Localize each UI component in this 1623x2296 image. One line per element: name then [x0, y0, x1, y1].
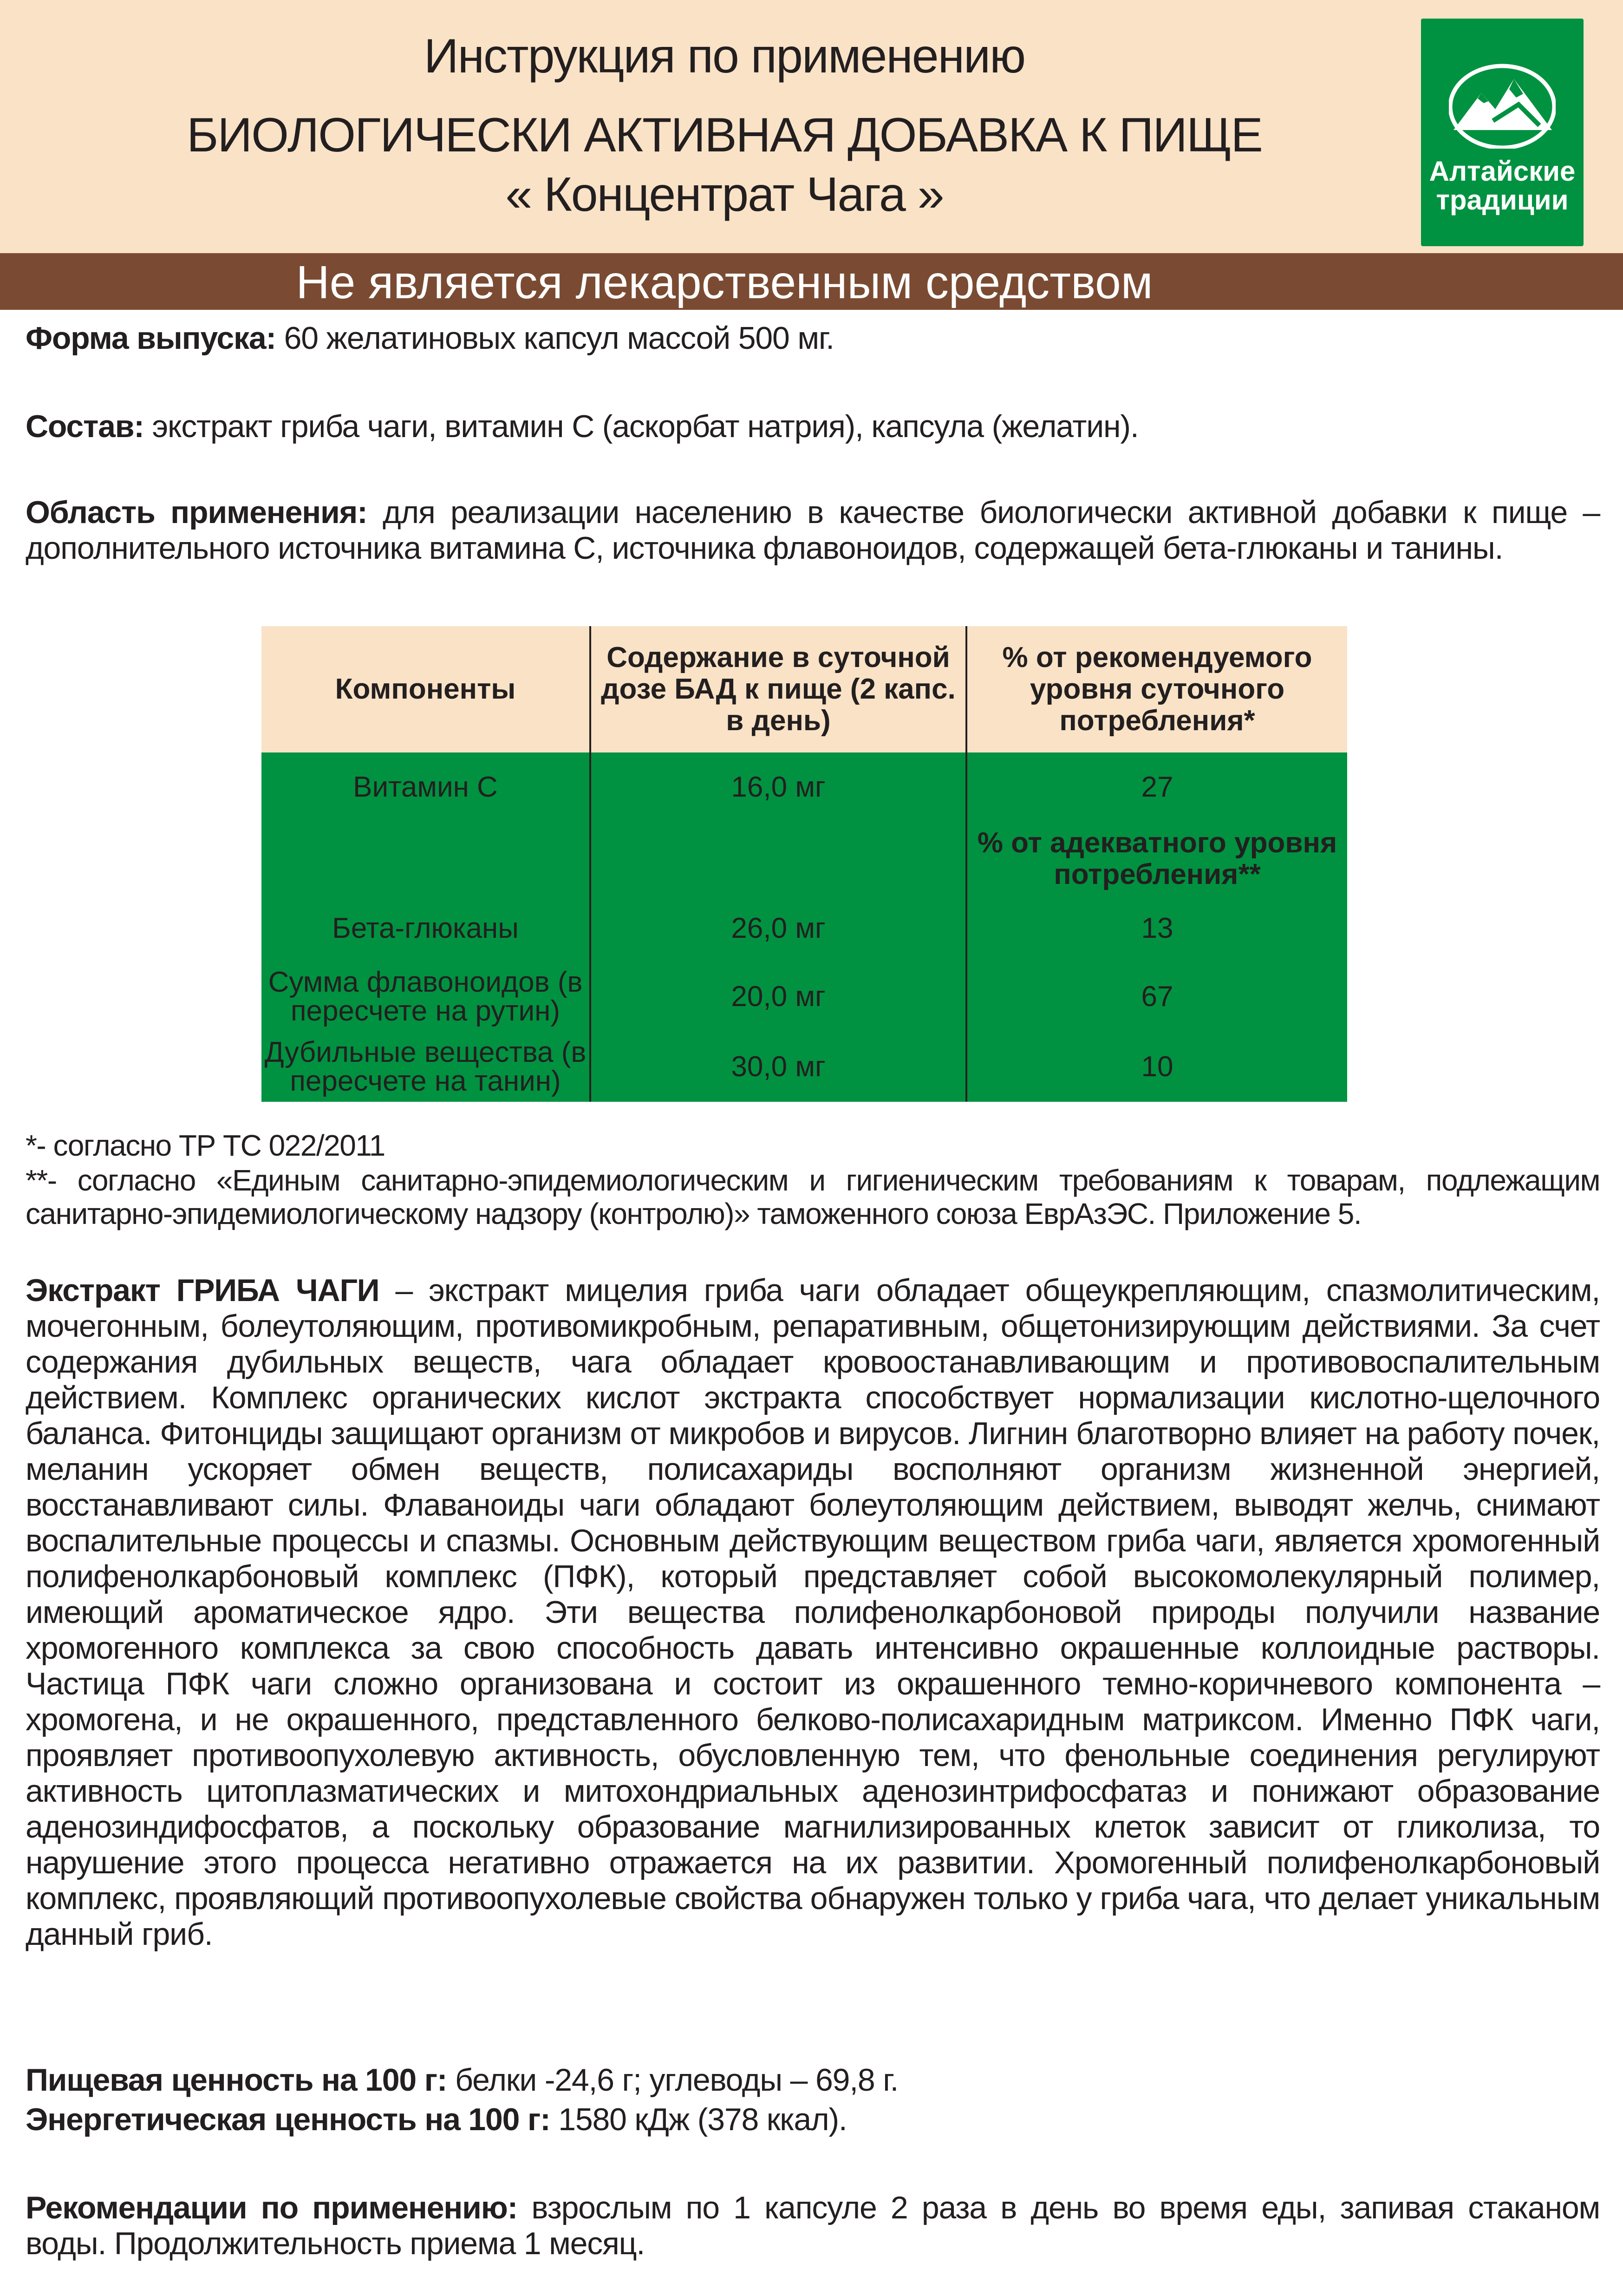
table-header-cell: Содержание в суточной дозе БАД к пище (2 капс. в день): [590, 626, 966, 752]
table-cell: [590, 822, 966, 896]
section-pishchevaya: [26, 2062, 1600, 2098]
pishchevaya-label: Пищевая ценность на 100 г:: [26, 2062, 447, 2098]
section-sostav: [26, 409, 1600, 445]
table-cell: 16,0 мг: [590, 752, 966, 822]
footnote-2: **- согласно «Единым санитарно-эпидемиологическим и гигиеническим требованиям к товарам, подлежащим санитарно-эпидемиологическому надзору (контролю)» таможенного союза ЕврАзЭС. Приложение 5.: [26, 1164, 1600, 1230]
extract-label: Экстракт ГРИБА ЧАГИ: [26, 1273, 379, 1308]
footnote-1: *- согласно ТР ТС 022/2011: [26, 1129, 385, 1162]
energ-text: 1580 кДж (378 ккал).: [550, 2102, 847, 2137]
doc-title-product: « Концентрат Чага »: [505, 168, 944, 222]
brand-logo: [1421, 19, 1584, 246]
sostav-text: экстракт гриба чаги, витамин С (аскорбат натрия), капсула (желатин).: [143, 409, 1139, 444]
table-header-row: [261, 626, 1347, 752]
forma-text: 60 желатиновых капсул массой 500 мг.: [275, 321, 834, 356]
table-row: [261, 896, 1347, 962]
header-band: [0, 0, 1623, 253]
extract-text: – экстракт мицелия гриба чаги обладает общеукрепляющим, спазмолитическим, мочегонным, болеутоляющим, противомикробным, репаративным, общетонизирующим действиями. За счет содержания дубильных веществ, чага обладает кровоостанавливающим и противовоспалительным действием. Комплекс органических кислот экстракта способствует нормализации кислотно-щелочного баланса. Фитонциды защищают организм от микробов и вирусов. Лигнин благотворно влияет на работу почек, меланин ускоряет обмен веществ, полисахариды восполняют организм жизненной энергией, восстанавливают силы. Флаваноиды чаги обладают болеутоляющим действием, выводят желчь, снимают воспалительные процессы и спазмы. Основным действующим веществом гриба чаги, является хромогенный полифенолкарбоновый комплекс (ПФК), который представляет собой высокомолекулярный полимер, имеющий ароматическое ядро. Эти вещества полифенолкарбоновой природы получили название хромогенного комплекса за свою способность давать интенсивно окрашенные коллоидные растворы. Частица ПФК чаги сложно организована и состоит из окрашенного темно-коричневого компонента – хромогена, и не окрашенного, представленного белково-полисахаридным матриксом. Именно ПФК чаги, проявляет противоопухолевую активность, обусловленную тем, что фенольные соединения регулируют активность цитоплазматических и митохондриальных аденозинтрифосфатаз и понижают образование аденозиндифосфатов, а поскольку образование магнилизированных клеток зависит от гликолиза, то нарушение этого процесса негативно отражается на их развитии. Хромогенный полифенолкарбоновый комплекс, проявляющий противоопухолевые свойства обнаружен только у гриба чага, что делает уникальным данный гриб.: [26, 1273, 1600, 1952]
composition-table: [261, 626, 1347, 1102]
sostav-label: Состав:: [26, 409, 144, 444]
section-forma: [26, 321, 1600, 356]
table-header-cell: Компоненты: [261, 626, 590, 752]
table-cell: Бета-глюканы: [261, 896, 590, 962]
brand-name-line1: Алтайские: [1429, 156, 1576, 187]
oblast-label: Область применения:: [26, 495, 367, 530]
section-extract: [26, 1273, 1600, 1952]
table-cell: 26,0 мг: [590, 896, 966, 962]
mountain-icon: [1449, 60, 1556, 149]
table-cell: 20,0 мг: [590, 962, 966, 1032]
table-row: [261, 752, 1347, 822]
section-energ: [26, 2102, 1600, 2138]
section-oblast: [26, 495, 1600, 566]
table-cell: Сумма флавоноидов (в пересчете на рутин): [261, 962, 590, 1032]
rekom-text: взрослым по 1 капсуле 2 раза в день во время еды, запивая стаканом воды. Продолжительность приема 1 месяц.: [26, 2190, 1600, 2261]
table-row: [261, 822, 1347, 896]
disclaimer-text: Не является лекарственным средством: [296, 256, 1153, 308]
oblast-text: для реализации населению в качестве биологически активной добавки к пище – дополнительного источника витамина С, источника флавоноидов, содержащей бета-глюканы и танины.: [26, 495, 1600, 566]
doc-title-instruction: Инструкция по применению: [424, 29, 1025, 83]
table-cell: 30,0 мг: [590, 1032, 966, 1102]
table-cell: 27: [966, 752, 1347, 822]
table-subheader-cell: % от адекватного уровня потребления**: [966, 822, 1347, 896]
table-cell: Витамин С: [261, 752, 590, 822]
pishchevaya-text: белки -24,6 г; углеводы – 69,8 г.: [447, 2062, 899, 2098]
forma-label: Форма выпуска:: [26, 321, 276, 356]
table-row: [261, 962, 1347, 1032]
table-cell: 10: [966, 1032, 1347, 1102]
section-rekom: [26, 2190, 1600, 2262]
energ-label: Энергетическая ценность на 100 г:: [26, 2102, 550, 2137]
table-cell: 13: [966, 896, 1347, 962]
brand-name-line2: традиции: [1436, 184, 1569, 216]
doc-title-category: БИОЛОГИЧЕСКИ АКТИВНАЯ ДОБАВКА К ПИЩЕ: [187, 108, 1262, 162]
table-cell: Дубильные вещества (в пересчете на танин): [261, 1032, 590, 1102]
table-header-cell: % от рекомендуемого уровня суточного потребления*: [966, 626, 1347, 752]
table-cell: [261, 822, 590, 896]
disclaimer-banner: [0, 253, 1623, 310]
rekom-label: Рекомендации по применению:: [26, 2190, 518, 2225]
table-row: [261, 1032, 1347, 1102]
table-cell: 67: [966, 962, 1347, 1032]
